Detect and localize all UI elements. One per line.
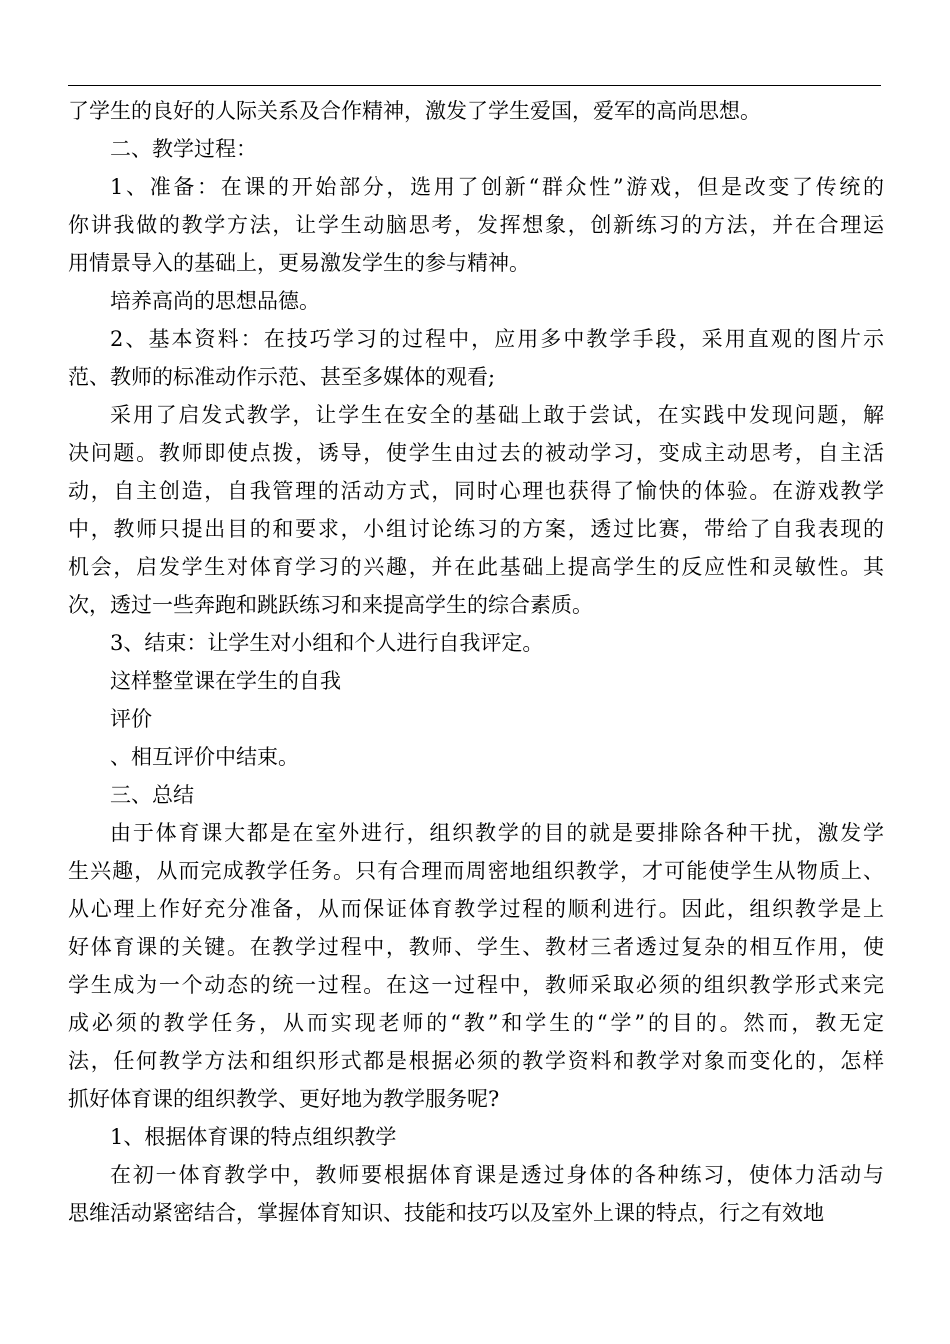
paragraph bbox=[68, 776, 884, 814]
paragraph-line: 三、总结 bbox=[110, 783, 194, 807]
paragraph-line: 了学生的良好的人际关系及合作精神，激发了学生爱国，爱军的高尚思想。 bbox=[68, 99, 761, 123]
paragraph-line: 学生成为一个动态的统一过程。在这一过程中，教师采取必须的组织教学形式来完 bbox=[68, 973, 884, 997]
paragraph-line: 1、准备：在课的开始部分，选用了创新“群众性”游戏，但是改变了传统的 bbox=[110, 175, 884, 199]
paragraph-line: 抓好体育课的组织教学、更好地为教学服务呢? bbox=[68, 1087, 500, 1111]
paragraph-line: 思维活动紧密结合，掌握体育知识、技能和技巧以及室外上课的特点，行之有效地 bbox=[68, 1201, 824, 1225]
paragraph bbox=[68, 396, 884, 624]
paragraph-line: 在初一体育教学中，教师要根据体育课是透过身体的各种练习，使体力活动与 bbox=[110, 1163, 884, 1187]
paragraph-line: 你讲我做的教学方法，让学生动脑思考，发挥想象，创新练习的方法，并在合理运 bbox=[68, 213, 884, 237]
header-rule bbox=[68, 85, 881, 86]
document-body bbox=[68, 92, 884, 1232]
paragraph-line: 动，自主创造，自我管理的活动方式，同时心理也获得了愉快的体验。在游戏教学 bbox=[68, 479, 884, 503]
paragraph bbox=[68, 130, 884, 168]
paragraph-line: 从心理上作好充分准备，从而保证体育教学过程的顺利进行。因此，组织教学是上 bbox=[68, 897, 884, 921]
paragraph-line: 培养高尚的思想品德。 bbox=[110, 289, 320, 313]
paragraph bbox=[68, 624, 884, 662]
paragraph bbox=[68, 814, 884, 1118]
paragraph-line: 1、根据体育课的特点组织教学 bbox=[110, 1125, 397, 1149]
paragraph-line: 次，透过一些奔跑和跳跃练习和来提高学生的综合素质。 bbox=[68, 593, 593, 617]
paragraph bbox=[68, 168, 884, 282]
paragraph-line: 3、结束：让学生对小组和个人进行自我评定。 bbox=[110, 631, 544, 655]
paragraph-line: 、相互评价中结束。 bbox=[110, 745, 299, 769]
paragraph-line: 生兴趣，从而完成教学任务。只有合理而周密地组织教学，才可能使学生从物质上、 bbox=[68, 859, 884, 883]
paragraph-line: 采用了启发式教学，让学生在安全的基础上敢于尝试，在实践中发现问题，解 bbox=[110, 403, 884, 427]
paragraph bbox=[68, 700, 884, 738]
paragraph-line: 决问题。教师即使点拨，诱导，使学生由过去的被动学习，变成主动思考，自主活 bbox=[68, 441, 884, 465]
paragraph bbox=[68, 1118, 884, 1156]
paragraph bbox=[68, 1156, 884, 1232]
paragraph-line: 法，任何教学方法和组织形式都是根据必须的教学资料和教学对象而变化的，怎样 bbox=[68, 1049, 884, 1073]
paragraph-line: 中，教师只提出目的和要求，小组讨论练习的方案，透过比赛，带给了自我表现的 bbox=[68, 517, 884, 541]
paragraph-line: 2、基本资料：在技巧学习的过程中，应用多中教学手段，采用直观的图片示 bbox=[110, 327, 884, 351]
paragraph-line: 二、教学过程： bbox=[110, 137, 257, 161]
paragraph-line: 由于体育课大都是在室外进行，组织教学的目的就是要排除各种干扰，激发学 bbox=[110, 821, 884, 845]
paragraph bbox=[68, 738, 884, 776]
paragraph-line: 这样整堂课在学生的自我 bbox=[110, 669, 341, 693]
paragraph bbox=[68, 662, 884, 700]
paragraph bbox=[68, 320, 884, 396]
paragraph-line: 机会，启发学生对体育学习的兴趣，并在此基础上提高学生的反应性和灵敏性。其 bbox=[68, 555, 884, 579]
paragraph-line: 范、教师的标准动作示范、甚至多媒体的观看; bbox=[68, 365, 496, 389]
paragraph bbox=[68, 282, 884, 320]
paragraph-line: 评价 bbox=[110, 707, 152, 731]
paragraph bbox=[68, 92, 884, 130]
paragraph-line: 好体育课的关键。在教学过程中，教师、学生、教材三者透过复杂的相互作用，使 bbox=[68, 935, 884, 959]
paragraph-line: 用情景导入的基础上，更易激发学生的参与精神。 bbox=[68, 251, 530, 275]
paragraph-line: 成必须的教学任务，从而实现老师的“教”和学生的“学”的目的。然而，教无定 bbox=[68, 1011, 884, 1035]
